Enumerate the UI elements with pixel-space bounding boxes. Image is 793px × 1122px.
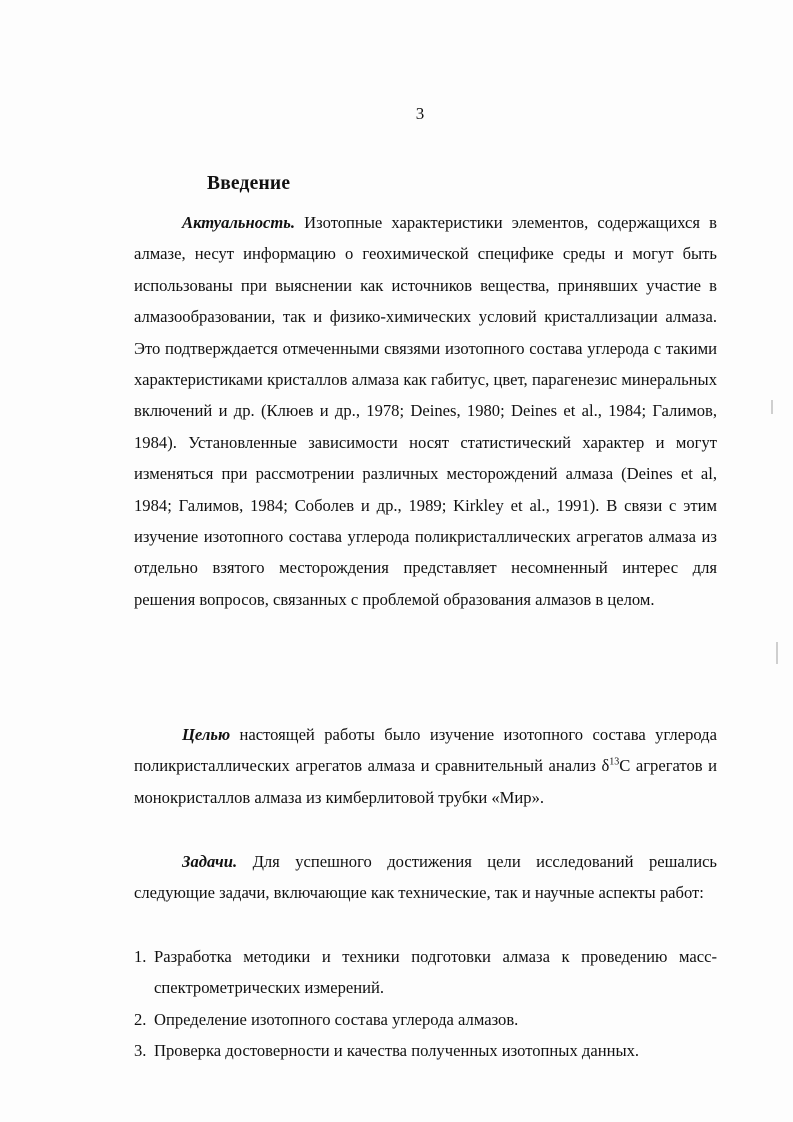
relevance-paragraph [134,207,717,615]
goal-paragraph [134,719,717,813]
goal-text-after: С агрегатов и монокристаллов алмаза из кимберлитовой трубки «Мир». [134,756,717,807]
tasks-label: Задачи. [182,852,238,871]
list-item [134,1035,717,1066]
list-item [134,1004,717,1035]
relevance-text: Изотопные характеристики элементов, содержащихся в алмазе, несут информацию о геохимической специфике среды и могут быть использованы при выяснении как источников вещества, принявших участие в алмазообразовании, так и физико-химических условий кристаллизации алмаза. Это подтверждается отмеченными связями изотопного состава углерода с такими характеристиками кристаллов алмаза как габитус, цвет, парагенезис минеральных включений и др. (Клюев и др., 1978; Deines, 1980; Deines et al., 1984; Галимов, 1984). Установленные зависимости носят статистический характер и могут изменяться при рассмотрении различных месторождений алмаза (Deines et al, 1984; Галимов, 1984; Соболев и др., 1989; Kirkley et al., 1991). В связи с этим изучение изотопного состава углерода поликристаллических агрегатов алмаза из отдельно взятого месторождения представляет несомненный интерес для решения вопросов, связанных с проблемой образования алмазов в целом. [134,213,717,609]
list-item-number: 3. [134,1041,147,1061]
goal-text-before: настоящей работы было изучение изотопного состава углерода поликристаллических агрегатов алмаза и сравнительный анализ δ [134,725,717,776]
relevance-label: Актуальность. [182,213,296,232]
list-item-text: Разработка методики и техники подготовки алмаза к проведению масс-спектрометрических измерений. [154,947,717,998]
goal-superscript: 13 [609,756,620,768]
list-item-number: 1. [134,947,147,966]
list-item [134,941,717,1004]
tasks-text: Для успешного достижения цели исследований решались следующие задачи, включающие как технические, так и научные аспекты работ: [134,852,718,903]
list-item-text: Определение изотопного состава углерода алмазов. [154,1009,519,1029]
tasks-list [134,941,717,1067]
page-number: 3 [415,104,425,123]
list-item-text: Проверка достоверности и качества полученных изотопных данных. [154,1041,640,1061]
list-item-number: 2. [134,1009,147,1029]
section-heading: Введение [207,173,291,194]
tasks-paragraph [134,846,717,909]
scan-artifact-mark [771,400,773,414]
scan-artifact-mark [776,642,778,664]
goal-label: Целью [182,725,231,744]
